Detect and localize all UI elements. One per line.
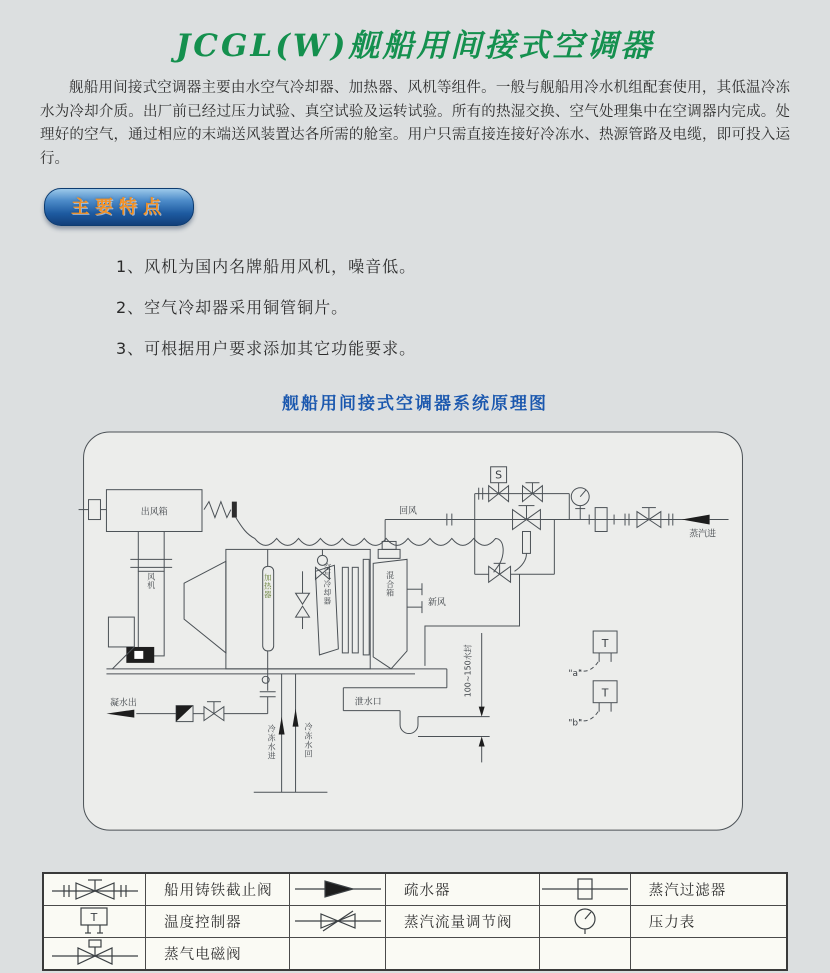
legend-label-cell: 船用铸铁截止阀 bbox=[146, 873, 290, 906]
legend-row bbox=[43, 937, 787, 970]
label-fan: 风机 bbox=[146, 571, 156, 590]
diagram-border bbox=[84, 431, 743, 829]
label-solenoid-s: S bbox=[495, 468, 503, 482]
label-fresh-air: 新风 bbox=[427, 597, 446, 608]
label-drain-port: 泄水口 bbox=[354, 697, 382, 708]
legend-symbol-cell bbox=[290, 873, 386, 906]
feature-item: 3、可根据用户要求添加其它功能要求。 bbox=[116, 338, 417, 358]
legend-label-cell: 蒸气电磁阀 bbox=[146, 937, 290, 970]
schematic-svg bbox=[75, 422, 755, 850]
label-sensor-t: T bbox=[601, 686, 609, 700]
legend-symbol-cell bbox=[43, 873, 146, 906]
system-schematic bbox=[75, 422, 755, 854]
feature-item: 2、空气冷却器采用铜管铜片。 bbox=[116, 297, 349, 317]
label-chilled-water-in: 冷冻水进 bbox=[267, 724, 277, 760]
feature-item: 1、风机为国内名牌船用风机，噪音低。 bbox=[116, 256, 417, 276]
legend-symbol-cell bbox=[43, 905, 146, 937]
steam-solenoid-valve-icon bbox=[50, 938, 140, 968]
label-water-seal: 100~150水封 bbox=[463, 643, 473, 697]
steam-trap-icon bbox=[293, 875, 383, 903]
label-condensate-out: 凝水出 bbox=[109, 698, 137, 709]
page-title: JCGL(W)舰船用间接式空调器 bbox=[175, 28, 655, 64]
label-outlet-box: 出风箱 bbox=[140, 507, 168, 518]
label-air-cooler: 空气冷却器 bbox=[322, 562, 332, 605]
legend-symbol-cell bbox=[290, 905, 386, 937]
legend-symbol-cell bbox=[43, 937, 146, 970]
legend-symbol-cell bbox=[290, 937, 386, 970]
label-tag-b: "b" bbox=[568, 718, 583, 729]
label-heater: 加热器 bbox=[263, 573, 273, 599]
svg-text:T: T bbox=[90, 911, 97, 924]
temperature-controller-icon bbox=[50, 906, 140, 936]
label-mixing-box: 混合箱 bbox=[385, 570, 395, 598]
marine-stop-valve-icon bbox=[50, 875, 140, 903]
legend-label-cell: 蒸汽过滤器 bbox=[630, 873, 787, 906]
legend-table bbox=[42, 872, 788, 971]
legend-row bbox=[43, 873, 787, 906]
label-steam-in: 蒸汽进 bbox=[689, 528, 717, 539]
legend-label-cell: 温度控制器 bbox=[146, 905, 290, 937]
legend-label-cell: 蒸汽流量调节阀 bbox=[386, 905, 540, 937]
legend-symbol-cell bbox=[539, 905, 630, 937]
features-list bbox=[116, 254, 792, 359]
label-tag-a: "a" bbox=[568, 668, 583, 679]
label-chilled-water-return: 冷冻水回 bbox=[303, 722, 313, 758]
features-badge bbox=[44, 188, 194, 226]
legend-symbol-cell bbox=[539, 873, 630, 906]
legend-row bbox=[43, 905, 787, 937]
steam-flow-regulating-valve-icon bbox=[293, 907, 383, 935]
label-sensor-t: T bbox=[601, 636, 609, 650]
features-badge-label: 主要特点 bbox=[71, 196, 167, 218]
legend-label-cell bbox=[630, 937, 787, 970]
legend-label-cell: 疏水器 bbox=[386, 873, 540, 906]
pressure-gauge-icon bbox=[540, 906, 630, 936]
label-return-air: 回风 bbox=[399, 506, 417, 517]
legend-label-cell: 压力表 bbox=[630, 905, 787, 937]
steam-filter-icon bbox=[540, 875, 630, 903]
intro-paragraph: 舰船用间接式空调器主要由水空气冷却器、加热器、风机等组件。一般与舰船用冷水机组配套使用，其低温冷冻水为冷却介质。出厂前已经过压力试验、真空试验及运转试验。所有的热湿交换、空气处理集中在空调器内完成。处理好的空气，通过相应的末端送风装置达各所需的舱室。用户只需直接连接好冷冻水、热源管路及电缆，即可投入运行。 bbox=[40, 80, 790, 167]
legend-label-cell bbox=[386, 937, 540, 970]
diagram-title: 舰船用间接式空调器系统原理图 bbox=[282, 393, 548, 414]
legend-symbol-cell bbox=[539, 937, 630, 970]
